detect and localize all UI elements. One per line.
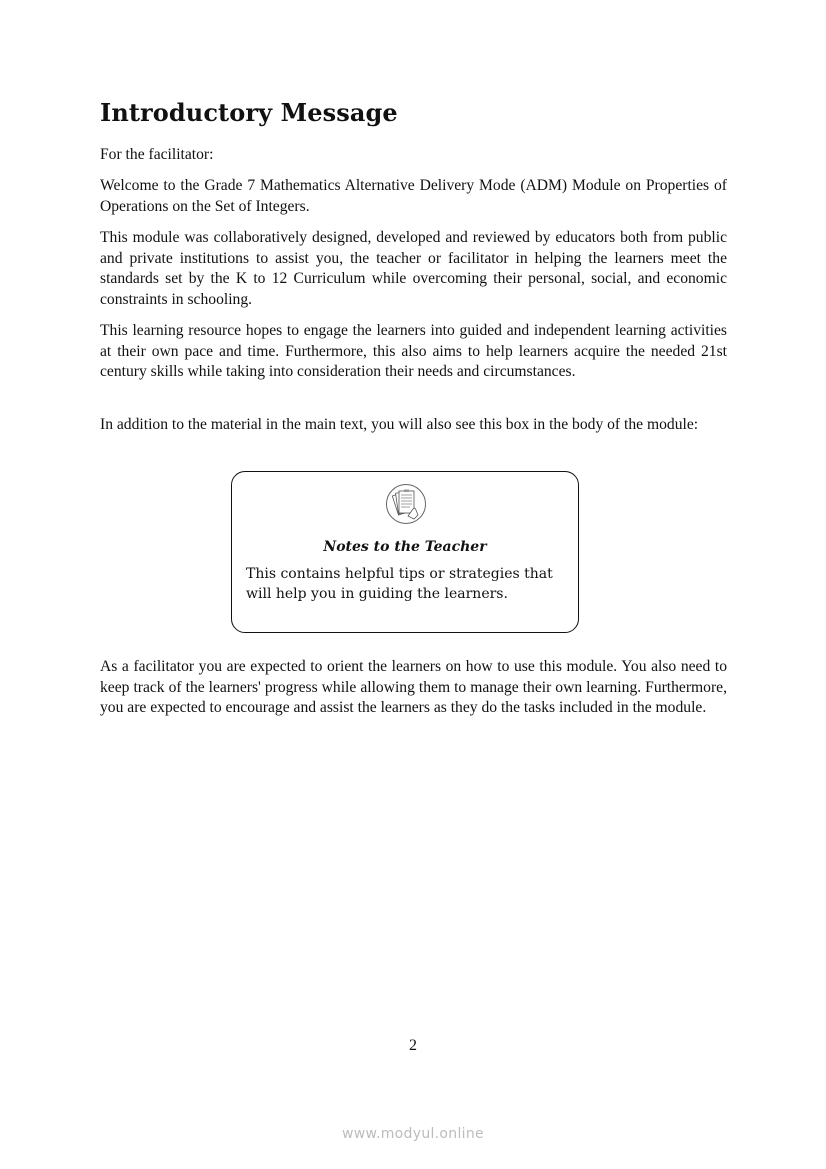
note-title: Notes to the Teacher xyxy=(323,539,487,555)
page-number: 2 xyxy=(409,1037,417,1054)
notes-to-teacher-box xyxy=(231,471,579,633)
for-facilitator-label: For the facilitator: xyxy=(100,146,214,163)
watermark: www.modyul.online xyxy=(342,1126,484,1142)
addition-paragraph: In addition to the material in the main text, you will also see this box in the body of the module: xyxy=(100,416,699,433)
notes-papers-hand-icon xyxy=(385,483,427,525)
note-body: This contains helpful tips or strategies that will help you in guiding the learners. xyxy=(246,566,553,602)
module-paragraph: This module was collaboratively designed, developed and reviewed by educators both from public and private institutions to assist you, the teacher or facilitator in helping the learners meet the standards set by the K to 12 Curriculum while overcoming their personal, social, and economic constraints in schooling. xyxy=(100,229,727,308)
final-paragraph: As a facilitator you are expected to orient the learners on how to use this module. You also need to keep track of the learners' progress while allowing them to manage their own learning. Furthermore, you are expected to encourage and assist the learners as they do the tasks included in the module. xyxy=(100,658,727,716)
page-title: Introductory Message xyxy=(100,98,398,127)
welcome-paragraph: Welcome to the Grade 7 Mathematics Alternative Delivery Mode (ADM) Module on Properties of Operations on the Set of Integers. xyxy=(100,177,727,215)
resource-paragraph: This learning resource hopes to engage the learners into guided and independent learning activities at their own pace and time. Furthermore, this also aims to help learners acquire the needed 21st century skills while taking into consideration their needs and circumstances. xyxy=(100,322,727,380)
